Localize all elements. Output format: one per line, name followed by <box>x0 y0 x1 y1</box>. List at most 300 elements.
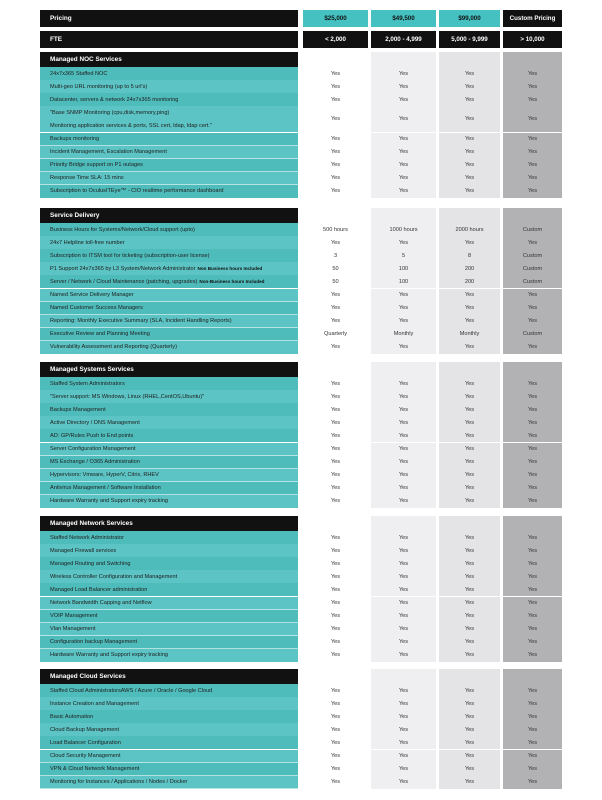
row-value: Yes <box>303 302 368 315</box>
table-row <box>0 328 602 341</box>
header-value: $99,000 <box>439 10 500 27</box>
row-value: Yes <box>503 302 562 315</box>
row-value: Yes <box>439 172 500 185</box>
table-row <box>0 763 602 776</box>
row-value: Yes <box>439 750 500 763</box>
row-value: Yes <box>371 723 436 736</box>
section-header-cell <box>503 516 562 531</box>
row-value: Yes <box>303 684 368 697</box>
row-label <box>40 636 298 649</box>
table-row <box>0 80 602 93</box>
table-row <box>0 610 602 623</box>
row-label-text: Subscription to OculusITEye™ - CIO realtime performance dashboard <box>50 188 224 195</box>
section-header-cell <box>503 669 562 684</box>
row-label <box>40 531 298 544</box>
row-label <box>40 443 298 456</box>
row-value: Yes <box>503 583 562 596</box>
table-row <box>0 341 602 354</box>
row-label <box>40 341 298 354</box>
row-label-text: P1 Support 24x7x365 by L3 System/Network Administrator <box>50 265 196 272</box>
row-value: Yes <box>303 557 368 570</box>
row-value: Yes <box>303 159 368 172</box>
row-label-text: 24x7x365 Staffed NOC <box>50 70 108 77</box>
row-value: Yes <box>303 710 368 723</box>
row-value: Yes <box>439 236 500 249</box>
row-value: Yes <box>439 469 500 482</box>
header-label: Pricing <box>40 10 298 27</box>
row-value: Yes <box>503 67 562 80</box>
row-label-text: VOIP Management <box>50 613 98 620</box>
section-header-cell <box>439 52 500 67</box>
row-value: Yes <box>503 495 562 508</box>
row-value: Yes <box>303 456 368 469</box>
row-value: 100 <box>371 275 436 288</box>
row-value: Yes <box>503 159 562 172</box>
row-label <box>40 776 298 789</box>
row-value: Yes <box>503 185 562 198</box>
section-header-cell <box>503 362 562 377</box>
row-value: Yes <box>371 495 436 508</box>
section-header-cell <box>371 669 436 684</box>
row-value: Yes <box>439 570 500 583</box>
row-value: Yes <box>371 377 436 390</box>
table-row <box>0 649 602 662</box>
row-value: Yes <box>371 429 436 442</box>
row-value: Yes <box>439 80 500 93</box>
table-row <box>0 403 602 416</box>
row-label <box>40 289 298 302</box>
row-value: Yes <box>303 583 368 596</box>
row-value: Yes <box>303 106 368 132</box>
row-value: Yes <box>371 185 436 198</box>
section-header-cell <box>371 516 436 531</box>
row-value: Yes <box>303 623 368 636</box>
row-label <box>40 597 298 610</box>
header-label: FTE <box>40 31 298 48</box>
row-label-text: Named Customer Success Managers <box>50 305 143 312</box>
table-row <box>0 710 602 723</box>
row-value: Yes <box>371 583 436 596</box>
row-value: Yes <box>371 146 436 159</box>
row-value: Yes <box>371 106 436 132</box>
row-value: Yes <box>503 236 562 249</box>
row-label-text: Hypervisors: Vmware, HyperV, Citrix, RHEV <box>50 472 159 479</box>
row-value: Yes <box>303 390 368 403</box>
row-value: Yes <box>439 623 500 636</box>
row-value: Yes <box>303 67 368 80</box>
row-label-text: Instance Creation and Management <box>50 700 139 707</box>
row-label-text: Executive Review and Planning Meeting <box>50 331 150 338</box>
row-value: 200 <box>439 275 500 288</box>
row-label <box>40 736 298 749</box>
table-row <box>0 275 602 288</box>
row-label-text: Server / Network / Cloud Maintenance (patching, upgrades) <box>50 278 198 285</box>
row-label <box>40 456 298 469</box>
row-label-text: Managed Load Balancer administration <box>50 586 148 593</box>
row-divider <box>40 198 298 199</box>
row-divider <box>40 354 298 355</box>
table-row <box>0 416 602 429</box>
section-header <box>0 362 602 377</box>
row-value: Yes <box>303 495 368 508</box>
row-value: Yes <box>439 636 500 649</box>
row-value: Yes <box>303 429 368 442</box>
row-value: Yes <box>303 636 368 649</box>
row-label-text: Multi-geo URL monitoring (up to 5 url's) <box>50 83 148 90</box>
section-header <box>0 516 602 531</box>
row-label-text: 24x7 Helpline toll-free number <box>50 239 125 246</box>
row-value: Yes <box>439 403 500 416</box>
row-value: Yes <box>371 649 436 662</box>
row-value: 8 <box>439 249 500 262</box>
table-row <box>0 106 602 132</box>
table-row <box>0 469 602 482</box>
row-label <box>40 159 298 172</box>
row-value: Yes <box>303 416 368 429</box>
row-value: Yes <box>303 482 368 495</box>
section-header-cell <box>439 362 500 377</box>
row-label <box>40 623 298 636</box>
row-value: Yes <box>303 570 368 583</box>
row-value: Yes <box>439 302 500 315</box>
table-row <box>0 262 602 275</box>
row-label-text: Server Configuration Management <box>50 446 136 453</box>
section-header-cell <box>303 52 368 67</box>
row-label-line: Monitoring application services & ports, SSL cert, ldap, ldap cert." <box>50 122 212 129</box>
row-value: Yes <box>503 684 562 697</box>
row-label-text: Wireless Controller Configuration and Management <box>50 573 178 580</box>
table-row <box>0 185 602 198</box>
section-header-cell <box>303 516 368 531</box>
row-value: Yes <box>439 697 500 710</box>
row-label <box>40 557 298 570</box>
row-value: Yes <box>303 185 368 198</box>
row-value: Yes <box>439 429 500 442</box>
row-value: Yes <box>503 469 562 482</box>
row-label-text: Monitoring for Instances / Applications / Nodes / Docker <box>50 779 188 786</box>
row-value: Yes <box>371 236 436 249</box>
row-value: Yes <box>371 531 436 544</box>
row-value: Yes <box>371 636 436 649</box>
row-label <box>40 649 298 662</box>
row-value: Yes <box>503 763 562 776</box>
table-row <box>0 456 602 469</box>
row-value: Yes <box>503 482 562 495</box>
row-label <box>40 723 298 736</box>
table-row <box>0 236 602 249</box>
row-label-text: Basic Automation <box>50 713 94 720</box>
section-header-cell <box>439 516 500 531</box>
row-value: Yes <box>439 710 500 723</box>
row-value: Yes <box>371 597 436 610</box>
header-value: < 2,000 <box>303 31 368 48</box>
row-value: Yes <box>371 67 436 80</box>
row-value: Yes <box>503 172 562 185</box>
row-value: Yes <box>503 106 562 132</box>
row-value: Monthly <box>371 328 436 341</box>
row-value: Yes <box>439 341 500 354</box>
section-title: Managed Cloud Services <box>40 669 298 684</box>
fte-row <box>0 31 602 48</box>
row-value: Yes <box>503 93 562 106</box>
table-row <box>0 289 602 302</box>
row-note: Non Business hours Included <box>197 266 263 272</box>
row-value: Yes <box>303 341 368 354</box>
row-label <box>40 133 298 146</box>
row-value: Yes <box>503 636 562 649</box>
row-value: Yes <box>439 67 500 80</box>
row-value: Yes <box>303 697 368 710</box>
row-value: Custom <box>503 275 562 288</box>
row-label-text: Backups monitoring <box>50 136 100 143</box>
row-value: Yes <box>371 159 436 172</box>
table-row <box>0 302 602 315</box>
row-value: Yes <box>503 443 562 456</box>
row-label <box>40 684 298 697</box>
row-value: Yes <box>439 736 500 749</box>
row-value: 50 <box>303 262 368 275</box>
section-header-cell <box>371 52 436 67</box>
row-value: Yes <box>371 172 436 185</box>
row-value: Yes <box>371 302 436 315</box>
row-value: 5 <box>371 249 436 262</box>
row-value: Yes <box>439 93 500 106</box>
row-value: Yes <box>503 649 562 662</box>
table-row <box>0 557 602 570</box>
header-value: > 10,000 <box>503 31 562 48</box>
row-label-text: Managed Firewall services <box>50 547 117 554</box>
section-header <box>0 208 602 223</box>
table-row <box>0 776 602 789</box>
row-value: Yes <box>503 146 562 159</box>
row-value: Yes <box>503 403 562 416</box>
row-label <box>40 185 298 198</box>
row-value: Yes <box>439 557 500 570</box>
row-label <box>40 416 298 429</box>
table-row <box>0 67 602 80</box>
row-value: 3 <box>303 249 368 262</box>
table-row <box>0 570 602 583</box>
row-value: Yes <box>439 482 500 495</box>
table-row <box>0 93 602 106</box>
row-label <box>40 328 298 341</box>
row-value: Yes <box>503 697 562 710</box>
row-value: Yes <box>303 377 368 390</box>
row-value: Yes <box>439 185 500 198</box>
table-row <box>0 172 602 185</box>
section-header-cell <box>503 208 562 223</box>
row-label-text: Incident Management, Escalation Management <box>50 149 167 156</box>
row-label <box>40 390 298 403</box>
row-value: Yes <box>439 159 500 172</box>
row-value: Yes <box>439 723 500 736</box>
row-label <box>40 544 298 557</box>
table-row <box>0 736 602 749</box>
row-divider <box>40 788 298 789</box>
row-label <box>40 93 298 106</box>
row-label-text: Staffed System Administrators <box>50 380 125 387</box>
table-row <box>0 684 602 697</box>
row-value: Yes <box>371 570 436 583</box>
section-header <box>0 669 602 684</box>
row-value: Yes <box>371 776 436 789</box>
row-value: Yes <box>503 544 562 557</box>
table-row <box>0 723 602 736</box>
section-title: Managed Network Services <box>40 516 298 531</box>
row-label-text: Managed Routing and Switching <box>50 560 131 567</box>
row-label <box>40 570 298 583</box>
row-label <box>40 610 298 623</box>
row-value: Yes <box>371 763 436 776</box>
row-value: Yes <box>371 416 436 429</box>
section-header-cell <box>303 362 368 377</box>
row-value: Yes <box>303 443 368 456</box>
row-value: Custom <box>503 262 562 275</box>
row-value: Yes <box>503 133 562 146</box>
table-row <box>0 315 602 328</box>
table-row <box>0 750 602 763</box>
row-value: Yes <box>303 289 368 302</box>
row-value: Yes <box>371 736 436 749</box>
row-label-text: Active Directory / DNS Management <box>50 419 140 426</box>
row-value: Yes <box>503 531 562 544</box>
row-label-text: Subscription to ITSM tool for ticketing (subscription-user license) <box>50 252 210 259</box>
row-value: Yes <box>503 736 562 749</box>
header-value: 5,000 - 9,999 <box>439 31 500 48</box>
row-value: Yes <box>371 697 436 710</box>
row-label <box>40 172 298 185</box>
table-row <box>0 249 602 262</box>
row-divider <box>40 662 298 663</box>
row-value: Yes <box>503 416 562 429</box>
row-label <box>40 67 298 80</box>
row-value: Monthly <box>439 328 500 341</box>
row-value: Yes <box>303 723 368 736</box>
row-value: Yes <box>439 106 500 132</box>
header-value: Custom Pricing <box>503 10 562 27</box>
row-value: Yes <box>303 649 368 662</box>
row-label-text: MS Exchange / O365 Administration <box>50 459 140 466</box>
row-value: Yes <box>371 133 436 146</box>
row-label-text: Datacenter, servers & network 24x7x365 monitoring <box>50 96 179 103</box>
section-header-cell <box>439 669 500 684</box>
row-value: Yes <box>303 750 368 763</box>
row-label-text: Reporting: Monthly Executive Summary (SLA, Incident Handling Reports) <box>50 318 232 325</box>
section-title: Service Delivery <box>40 208 298 223</box>
row-label-text: VPN & Cloud Network Management <box>50 766 140 773</box>
table-row <box>0 597 602 610</box>
row-value: Yes <box>503 80 562 93</box>
table-row <box>0 697 602 710</box>
row-label-text: Load Balancer Configuration <box>50 739 121 746</box>
row-value: Yes <box>439 390 500 403</box>
row-value: 100 <box>371 262 436 275</box>
row-value: Quarterly <box>303 328 368 341</box>
row-divider <box>40 508 298 509</box>
row-value: Yes <box>371 315 436 328</box>
table-row <box>0 443 602 456</box>
row-label-text: Priority Bridge support on P1 outages <box>50 162 143 169</box>
section-header <box>0 52 602 67</box>
row-label <box>40 223 298 236</box>
row-value: Yes <box>503 570 562 583</box>
row-value: Yes <box>503 623 562 636</box>
row-value: Yes <box>303 80 368 93</box>
row-value: Yes <box>439 133 500 146</box>
table-row <box>0 544 602 557</box>
row-label-text: Backups Management <box>50 406 106 413</box>
row-value: Custom <box>503 249 562 262</box>
row-label <box>40 583 298 596</box>
row-value: Yes <box>371 482 436 495</box>
row-value: Yes <box>503 315 562 328</box>
row-label <box>40 236 298 249</box>
section-header-cell <box>371 362 436 377</box>
section-header-cell <box>303 208 368 223</box>
row-value: Yes <box>439 416 500 429</box>
row-value: Yes <box>303 531 368 544</box>
row-label <box>40 763 298 776</box>
row-label-text: Hardware Warranty and Support expiry tracking <box>50 652 168 659</box>
row-value: Yes <box>439 443 500 456</box>
row-value: Yes <box>371 80 436 93</box>
row-value: Yes <box>503 750 562 763</box>
row-value: Yes <box>503 610 562 623</box>
row-value: Yes <box>371 469 436 482</box>
row-value: Yes <box>439 597 500 610</box>
row-value: Yes <box>303 736 368 749</box>
row-value: Yes <box>371 610 436 623</box>
row-value: Yes <box>439 649 500 662</box>
row-label <box>40 315 298 328</box>
row-value: Yes <box>503 776 562 789</box>
row-label-text: Staffed Network Administrator <box>50 534 124 541</box>
row-value: Yes <box>439 544 500 557</box>
row-value: Yes <box>303 315 368 328</box>
header-value: $49,500 <box>371 10 436 27</box>
row-value: 500 hours <box>303 223 368 236</box>
row-value: Custom <box>503 223 562 236</box>
row-value: Yes <box>303 236 368 249</box>
table-row <box>0 495 602 508</box>
row-label-text: Configuration backup Management <box>50 639 138 646</box>
row-value: Yes <box>303 146 368 159</box>
row-label-text: Cloud Backup Management <box>50 726 120 733</box>
row-label <box>40 80 298 93</box>
row-value: Yes <box>503 456 562 469</box>
section-header-cell <box>439 208 500 223</box>
table-row <box>0 531 602 544</box>
row-value: Yes <box>371 544 436 557</box>
row-label <box>40 377 298 390</box>
row-label-text: Business Hours for Systems/Network/Cloud support (upto) <box>50 226 195 233</box>
row-label <box>40 106 298 132</box>
row-label <box>40 275 298 288</box>
row-label <box>40 495 298 508</box>
row-value: Yes <box>371 390 436 403</box>
row-label <box>40 302 298 315</box>
row-value: Yes <box>503 377 562 390</box>
section-header-cell <box>371 208 436 223</box>
row-value: Yes <box>439 377 500 390</box>
row-value: Yes <box>303 403 368 416</box>
row-label-text: Vulnerability Assessment and Reporting (Quarterly) <box>50 344 177 351</box>
section-title: Managed NOC Services <box>40 52 298 67</box>
row-label <box>40 750 298 763</box>
row-value: Yes <box>439 763 500 776</box>
row-label-text: AD: GP/Rules Push to End points <box>50 432 134 439</box>
table-row <box>0 623 602 636</box>
